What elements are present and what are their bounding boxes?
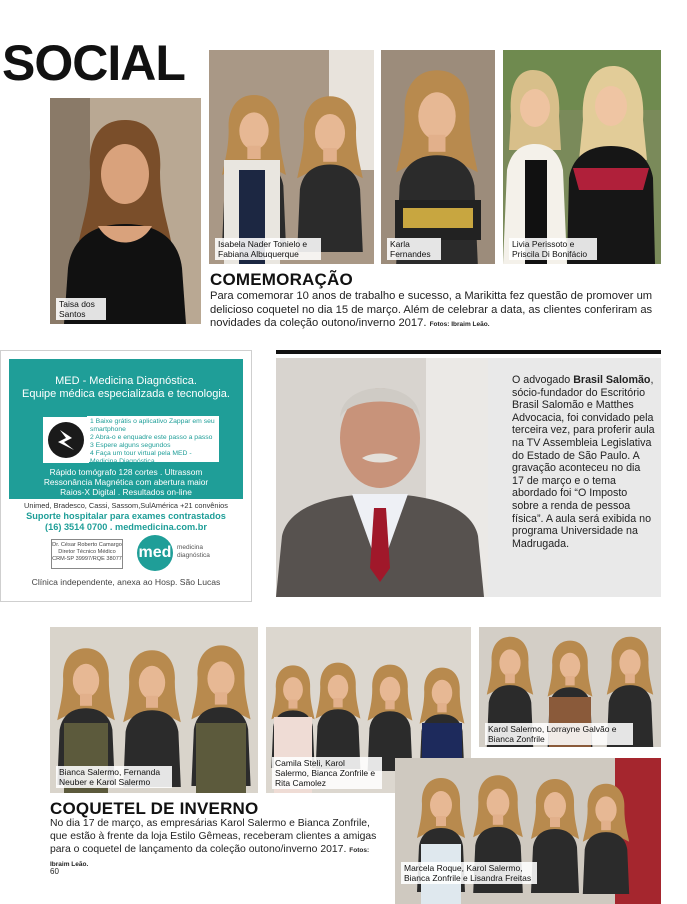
med-logo: med <box>137 535 173 571</box>
ad-services: Raios-X Digital . Resultados on-line <box>60 487 192 497</box>
photo-credit: Fotos: Ibraim Leão. <box>429 321 490 328</box>
ad-services: Ressonância Magnética com abertura maior <box>43 477 209 487</box>
photo-caption: Bianca Salermo, Fernanda Neuber e Karol Salermo <box>56 766 172 788</box>
photo-isabela-fabiana <box>209 50 374 264</box>
page-number: 60 <box>50 867 59 876</box>
photo-caption: Karla Fernandes <box>387 238 441 260</box>
photo-credit: Fotos: Ibraim Leão. <box>50 847 370 868</box>
top-story-body: Para comemorar 10 anos de trabalho e sucesso, a Marikitta fez questão de promover um delicioso coquetel no dia 15 de março. Além de celebrar a data, as clientes conferiram as novidades da coleção outono/inverno 2017. Fotos: Ibraim Leão. <box>210 290 653 329</box>
ad-convenios: Unimed, Bradesco, Cassi, Sassom,SulAmérica +21 convênios <box>24 501 228 510</box>
ad-support: Suporte hospitalar para exames contrastados (16) 3514 0700 . medmedicina.com.br <box>9 511 243 533</box>
ad-steps: 1 Baixe grátis o aplicativo Zappar em seu smartphone 2 Abra-o e enquadre este passo a passo 3 Espere alguns segundos 4 Faça um tour virtual pela MED - Medicina Diagnóstica <box>87 416 219 462</box>
photo-livia-priscila <box>503 50 661 264</box>
photo-caption: Livia Perissoto e Priscila Di Bonifácio <box>509 238 597 260</box>
ad-doctor: Dr. César Roberto Camargo Diretor Técnico Médico CRM-SP 39997/RQE 38077 <box>51 539 123 569</box>
section-title: SOCIAL <box>2 35 185 91</box>
photo-caption: Karol Salermo, Lorrayne Galvão e Bianca Zonfrile <box>485 723 633 745</box>
photo-caption: Isabela Nader Tonielo e Fabiana Albuquerque <box>215 238 321 260</box>
advertisement-med <box>0 350 252 602</box>
article-text: O advogado Brasil Salomão, sócio-fundador do Escritório Brasil Salomão e Matthes Advocacia, foi convidado pela terceira vez, para proferir aula na TV Assembleia Legislativa do Estado de São Paulo. A gravação aconteceu no dia 17 de março e o tema abordado foi “O Imposto sobre a renda de pessoa física”. A aula será exibida no programa Universidade na Madrugada. <box>512 374 655 550</box>
ad-contact: (16) 3514 0700 . medmedicina.com.br <box>45 522 207 532</box>
ad-footer: Clínica independente, anexa ao Hosp. São Lucas <box>31 577 221 587</box>
bottom-story-headline: COQUETEL DE INVERNO <box>50 799 259 818</box>
ad-services: Rápido tomógrafo 128 cortes . Ultrassom <box>49 467 203 477</box>
ad-subtitle: Equipe médica especializada e tecnologia. <box>22 388 230 400</box>
zappar-code-icon <box>43 417 89 463</box>
photo-caption: Taisa dos Santos <box>56 298 106 320</box>
med-logo-subtitle: medicina diagnóstica <box>177 544 210 559</box>
ad-banner <box>9 359 243 499</box>
photo-caption: Camila Steli, Karol Salermo, Bianca Zonfrile e Rita Camolez <box>272 757 382 789</box>
photo-karla <box>381 50 495 264</box>
ad-title: MED - Medicina Diagnóstica. <box>55 375 197 387</box>
photo-caption: Marcela Roque, Karol Salermo, Bianca Zonfrile e Lisandra Freitas <box>401 862 537 884</box>
bottom-story-body: No dia 17 de março, as empresárias Karol Salermo e Bianca Zonfrile, que estão à frente da loja Estilo Gêmeas, receberam clientes a amigas para o coquetel de lançamento da coleção outono/inverno 2017. Fotos: Ibraim Leão. <box>50 818 377 868</box>
photo-taisa <box>50 98 201 324</box>
article-name: Brasil Salomão <box>573 374 651 386</box>
photo-brasil-salomao <box>276 358 488 597</box>
top-story-headline: COMEMORAÇÃO <box>210 270 353 289</box>
divider <box>276 350 661 354</box>
article-box <box>488 358 661 597</box>
